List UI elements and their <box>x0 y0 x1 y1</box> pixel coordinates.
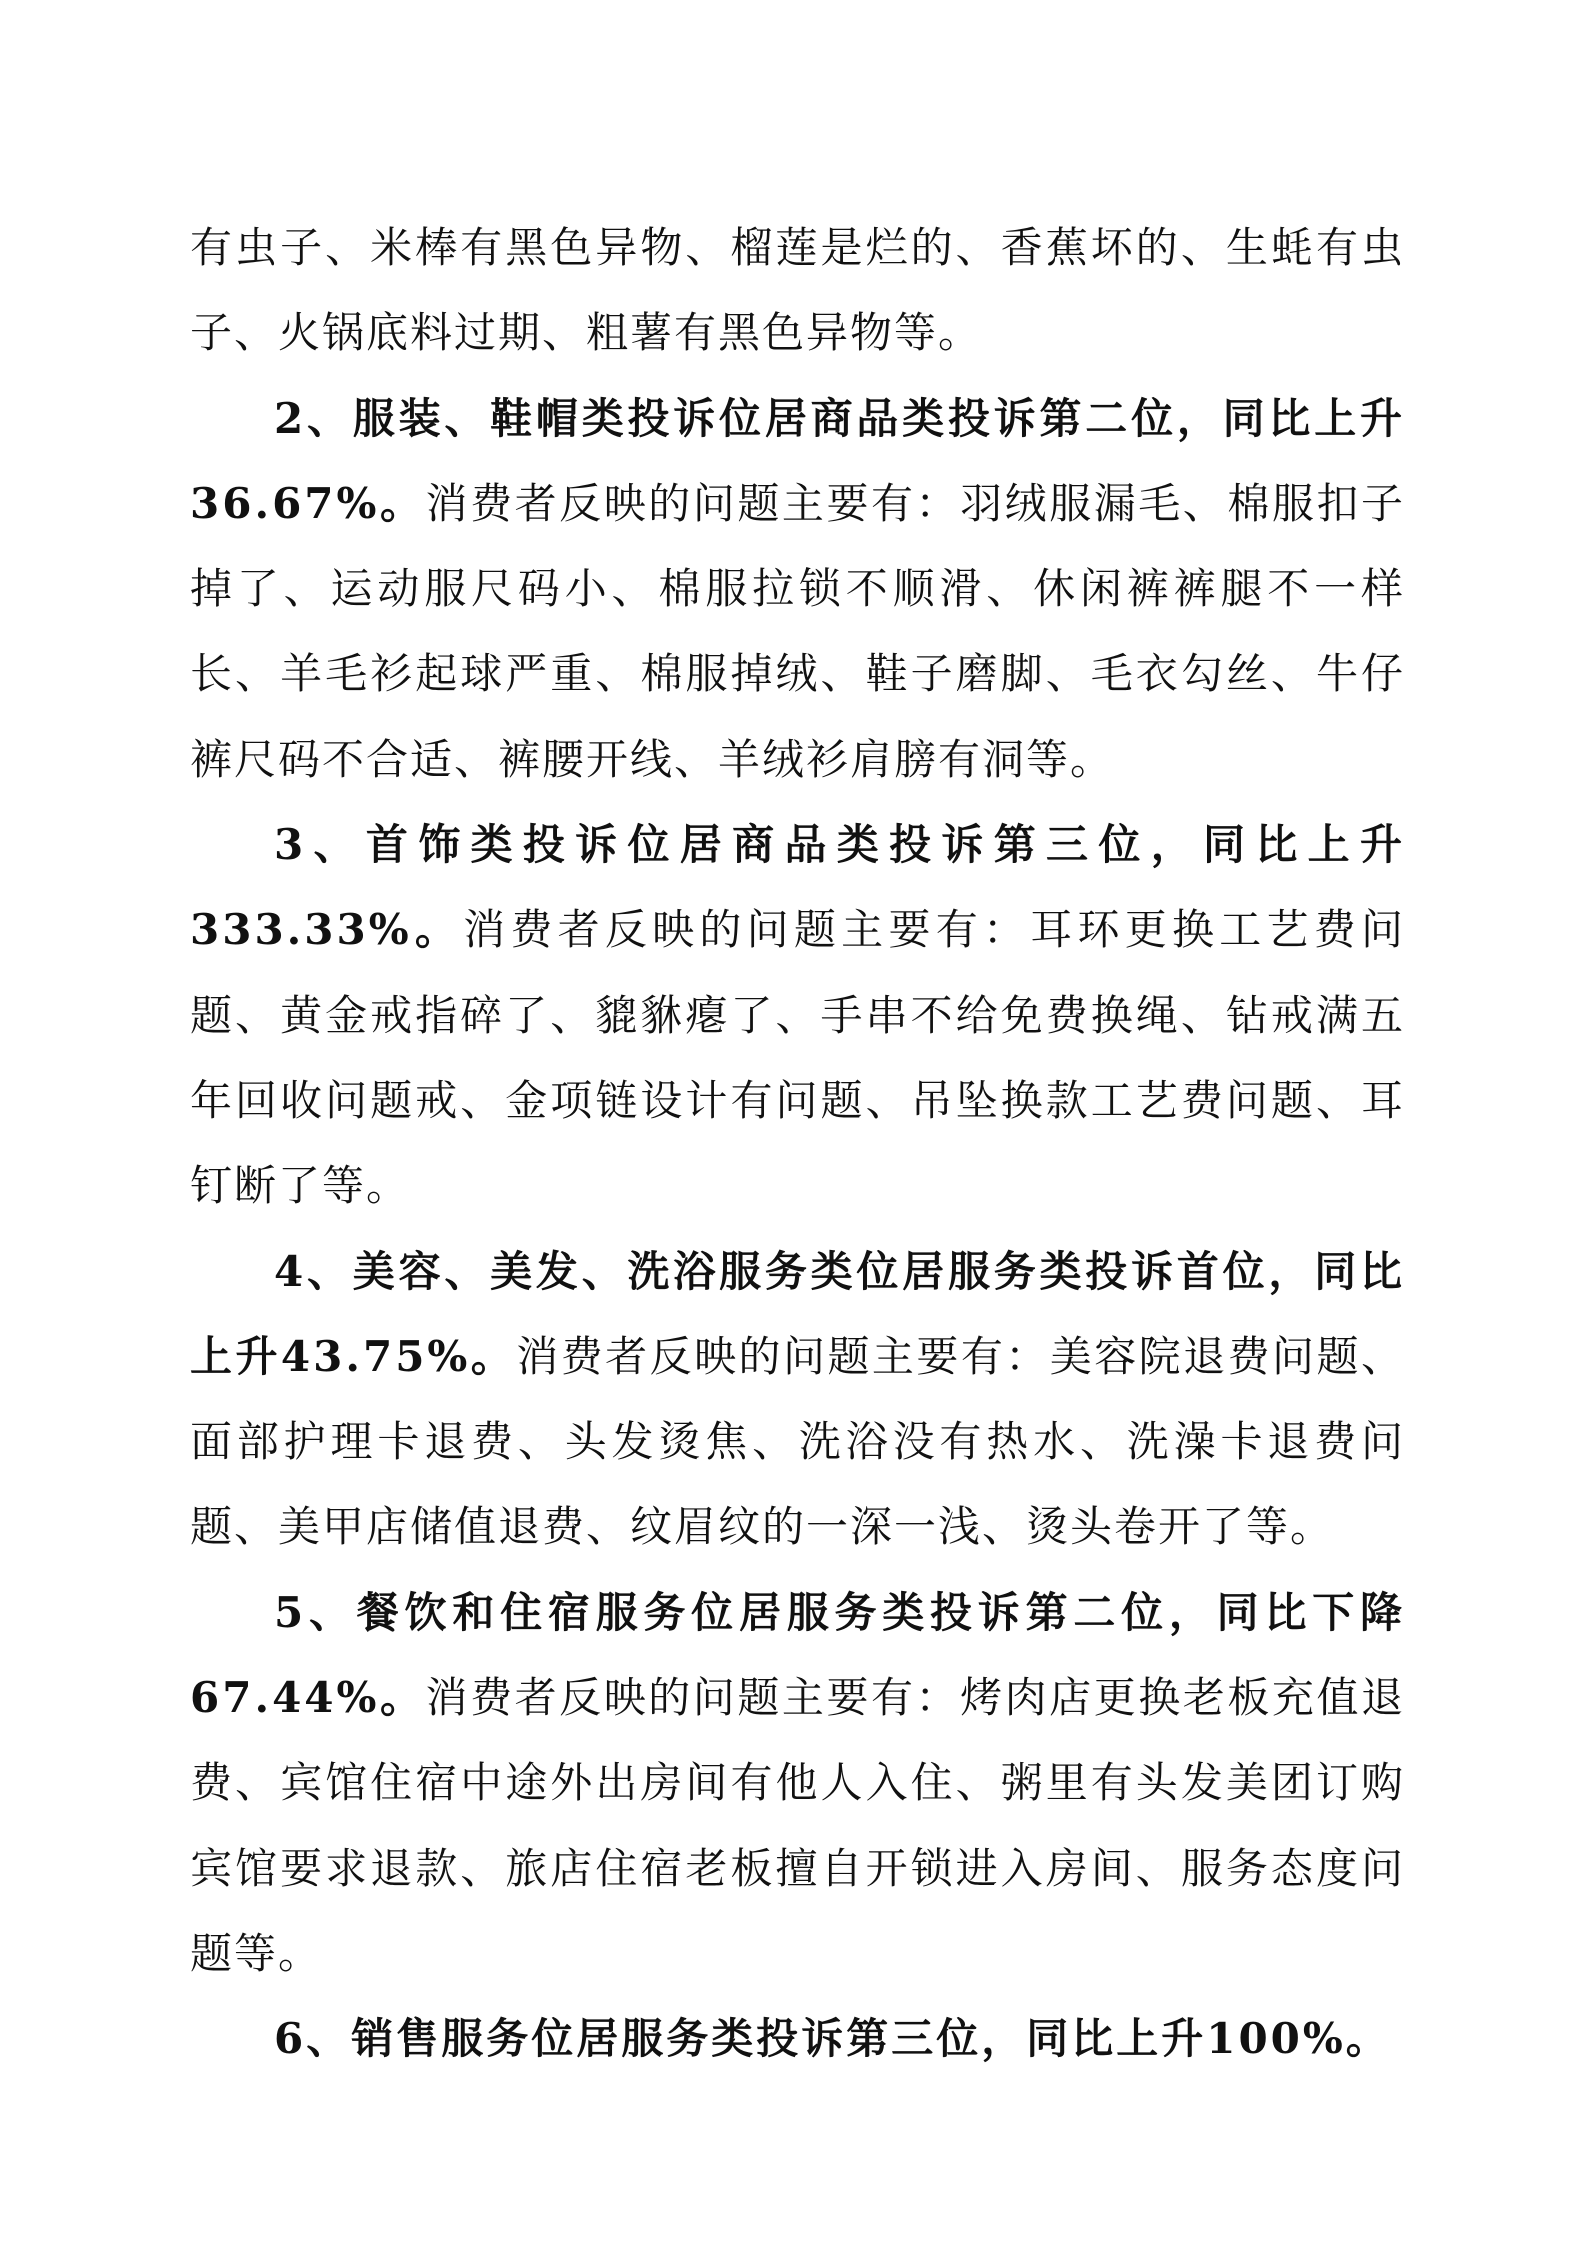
paragraph-text: 有虫子、米棒有黑色异物、榴莲是烂的、香蕉坏的、生蚝有虫子、火锅底料过期、粗薯有黑色异物等。 <box>190 223 1405 358</box>
paragraph-text: 消费者反映的问题主要有：烤肉店更换老板充值退费、宾馆住宿中途外出房间有他人入住、粥里有头发美团订购宾馆要求退款、旅店住宿老板擅自开锁进入房间、服务态度问题等。 <box>190 1673 1405 1978</box>
paragraph-heading: 5、餐饮和住宿服务位居服务类投诉第二位，同比下降67.44%。 <box>190 1587 1405 1723</box>
document-body <box>190 205 1405 2082</box>
paragraph-item-4 <box>190 1229 1405 1570</box>
paragraph-item-2 <box>190 376 1405 802</box>
paragraph-continuation <box>190 205 1405 376</box>
paragraph-item-3 <box>190 802 1405 1228</box>
paragraph-text: 消费者反映的问题主要有：美容院退费问题、面部护理卡退费、头发烫焦、洗浴没有热水、洗澡卡退费问题、美甲店储值退费、纹眉纹的一深一浅、烫头卷开了等。 <box>190 1331 1405 1552</box>
paragraph-heading: 2、服装、鞋帽类投诉位居商品类投诉第二位，同比上升36.67%。 <box>190 393 1405 528</box>
paragraph-item-5 <box>190 1570 1405 1996</box>
paragraph-heading: 3、首饰类投诉位居商品类投诉第三位，同比上升333.33%。 <box>190 820 1405 955</box>
paragraph-item-6 <box>190 1996 1405 2081</box>
paragraph-heading: 4、美容、美发、洗浴服务类位居服务类投诉首位，同比上升43.75%。 <box>190 1246 1405 1381</box>
paragraph-text: 消费者反映的问题主要有：羽绒服漏毛、棉服扣子掉了、运动服尺码小、棉服拉锁不顺滑、休闲裤裤腿不一样长、羊毛衫起球严重、棉服掉绒、鞋子磨脚、毛衣勾丝、牛仔裤尺码不合适、裤腰开线、羊绒衫肩膀有洞等。 <box>190 478 1405 784</box>
paragraph-text: 消费者反映的问题主要有：耳环更换工艺费问题、黄金戒指碎了、貔貅瘪了、手串不给免费换绳、钻戒满五年回收问题戒、金项链设计有问题、吊坠换款工艺费问题、耳钉断了等。 <box>190 905 1405 1211</box>
paragraph-heading: 6、销售服务位居服务类投诉第三位，同比上升100%。 <box>274 2014 1391 2064</box>
